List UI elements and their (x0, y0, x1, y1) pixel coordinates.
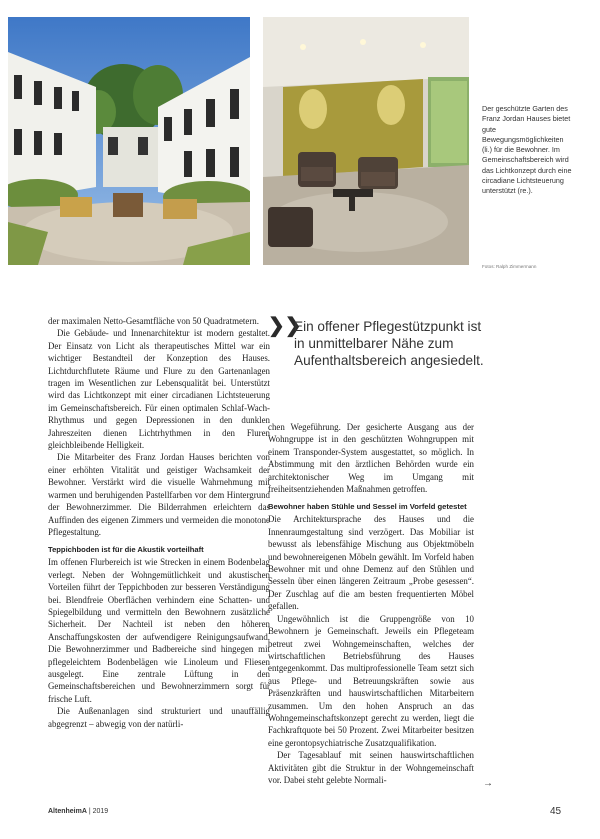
magazine-brand (48, 808, 108, 815)
pull-quote: Ein offener Pflegestützpunkt ist in unmittelbarer Nähe zum Aufenthaltsbereich angesiedelt. (294, 319, 484, 368)
brand-name: AltenheimA (48, 808, 87, 815)
garden-illustration (8, 17, 250, 265)
lounge-illustration (263, 17, 469, 265)
section-heading: Bewohner haben Stühle und Sessel im Vorfeld getestet (268, 502, 467, 512)
photo-caption: Der geschützte Garten des Franz Jordan Hauses bietet gute Bewegungsmöglichkeiten (li.) für die Bewohner. Im Gemeinschaftsbereich wird das Lichtkonzept durch eine circadiane Lichtsteuerung unterstützt (re.). (482, 104, 572, 196)
paragraph: Die Mitarbeiter des Franz Jordan Hauses berichten von einer erhöhten Vitalität und geistiger Wachsamkeit der Bewohner. Verstärkt wird die visuelle Wahrnehmung mit warmen und beruhigenden Pastellfarben vor dem Hintergrund der Bewohnerzimmer. Die Bilderrahmen erleichtern das Auffinden des eigenen Zimmers und vermeiden die monotone Pflegestaltung. (48, 452, 270, 537)
garden-photo (8, 17, 250, 265)
article-column-left (48, 315, 270, 730)
issue-label: | 2019 (88, 808, 109, 815)
paragraph: Die Architektursprache des Hauses und die Innenraumgestaltung sind verzögert. Das Mobiliar ist bewusst als lebensfähige Mischung aus Objektmöbeln und bewohnereigenen Möbeln gewählt. Im Vorfeld haben Bewohner mit und ohne Demenz auf den Stühlen und Sesseln über einen längeren Zeitraum „Probe gesessen“. Der Zuschlag auf die am besten frequentierten Möbel gefallen. (268, 514, 474, 612)
article-column-right (268, 421, 474, 786)
quote-arrow-icon: ❯❯ (268, 315, 302, 337)
paragraph: Ungewöhnlich ist die Gruppengröße von 10 Bewohnern je Gemeinschaft. Jeweils ein Pflegeteam betreut zwei Wohngemeinschaften, welches der wirtschaftlichen Betriebsführung des Hauses entgegenkommt. Das multiprofessionelle Team setzt sich aus Pflege- und Betreuungskräften sowie aus Präsenzkräften und hauswirtschaftlichen Mitarbeitern zusammen. Um den hohen Anspruch an das Wohngemeinschaftskonzept gerecht zu werden, liegt die Fachkraftquote bei 50 Prozent. Zwei Mitarbeiter besitzen eine gerontopsychiatrische Zusatzqualifikation. (268, 613, 474, 748)
photo-credit: Fotos: Ralph Zimmermann (482, 264, 537, 269)
paragraph: chen Wegeführung. Der gesicherte Ausgang aus der Wohngruppe ist in den geschützten Wohngruppen mit einem Transponder-System ausgestattet, so möglich. In Abstimmung mit den ärztlichen Behörden wurde ein architektonischer Weg im Umgang mit freiheitsentziehenden Maßnahmen getroffen. (268, 422, 474, 495)
continue-arrow-icon: → (483, 778, 493, 789)
lounge-photo (263, 17, 469, 265)
paragraph: Die Außenanlagen sind strukturiert und unauffällig abgegrenzt – abwegig von der natürli- (48, 706, 270, 729)
paragraph: Im offenen Flurbereich ist wie Strecken in einem Bodenbelag verlegt. Neben der Wohngemütlichkeit und akustischen Vorteilen führt der Teppichboden zur besseren Verständigung bei. Blendfreie Oberflächen verhindern eine Schatten- und Spiegelbildung und vermitteln den Bewohnern zusätzliche Sicherheit. Der Nachteil ist neben den höheren Anschaffungskosten der aufwendigere Reinigungsaufwand. Die Bewohnerzimmer und Badbereiche sind hingegen mit pflegeleichtem Bodenbelägen wie Linoleum und Fliesen ausgelegt. Eine zentrale Lüftung in den Gemeinschaftsbereichen und Bewohnerzimmern sorgt für frische Luft. (48, 557, 270, 704)
paragraph: Die Gebäude- und Innenarchitektur ist modern gestaltet. Der Einsatz von Licht als therapeutisches Mittel war ein wichtiger Bestandteil der Konzeption des Hauses. Lichtdurchflutete Räume und Flure zu den Gartenanlagen tragen im Wesentlichen zur Lebensqualität bei. Unterstützt wird das Lichtkonzept mit einer circadianen Lichtsteuerung im Gemeinschaftsbereich. Für einen optimalen Schlaf-Wach-Rhythmus und gegen Depressionen in den dunklen Jahreszeiten dienen Lichtrhythmen in den Fluren gleichbleibende Helligkeit. (48, 328, 270, 451)
paragraph: Der Tagesablauf mit seinen hauswirtschaftlichen Aktivitäten gibt die Struktur in der Wohngemeinschaft vor. Dabei steht gelebte Normali- (268, 750, 474, 785)
section-heading: Teppichboden ist für die Akustik vorteilhaft (48, 545, 204, 555)
paragraph: der maximalen Netto-Gesamtfläche von 50 Quadratmetern. (48, 316, 259, 326)
page-number: 45 (550, 806, 562, 817)
